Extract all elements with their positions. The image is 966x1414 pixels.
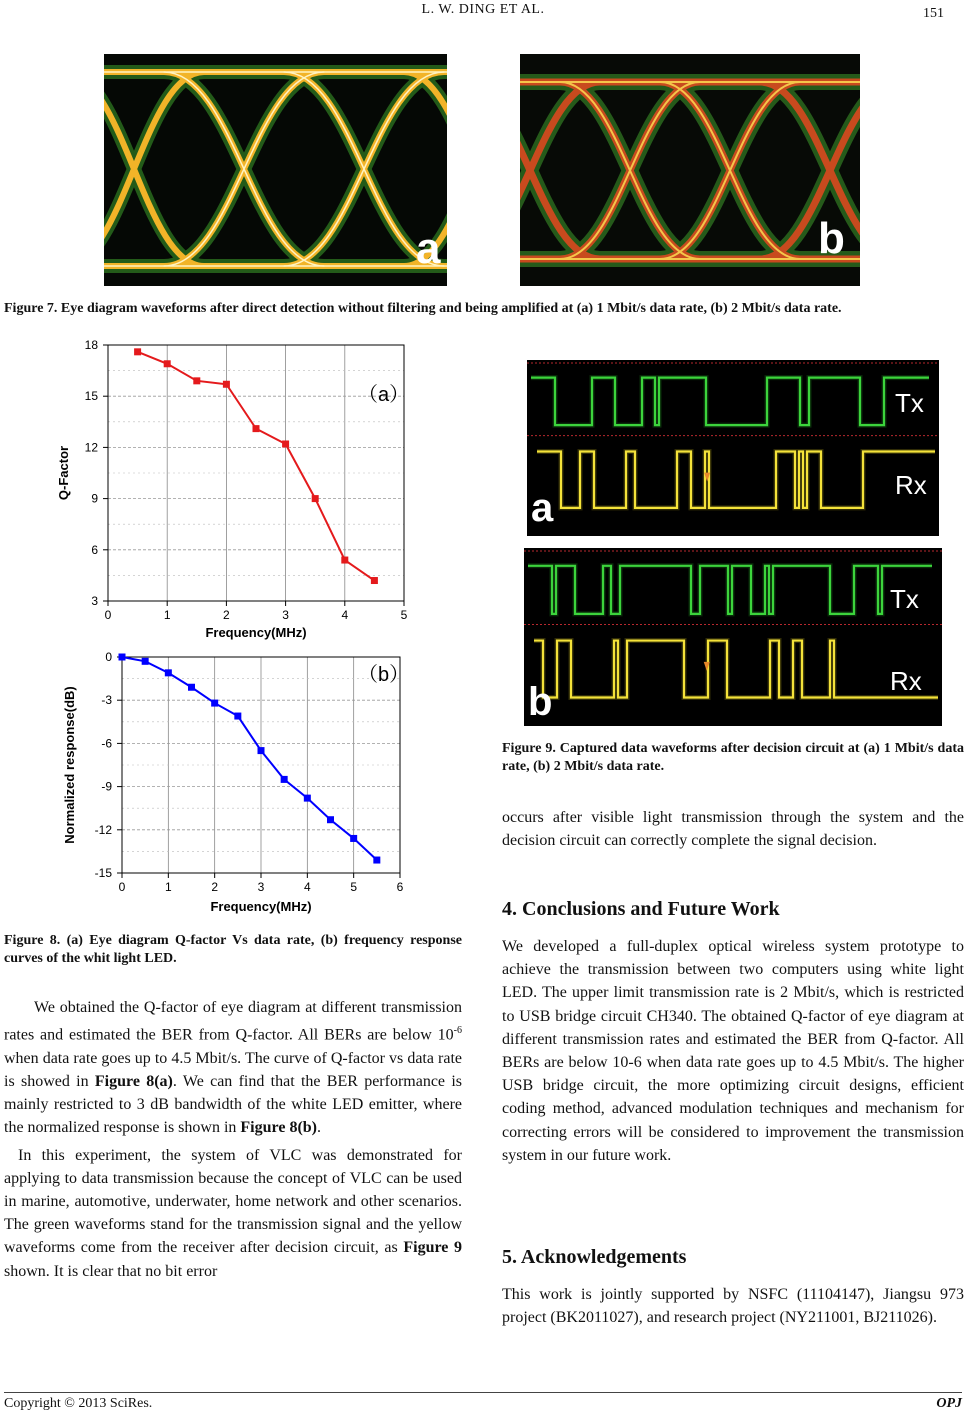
chart-a-series-line xyxy=(138,352,375,581)
section5-heading: 5. Acknowledgements xyxy=(502,1246,687,1268)
chart-b-xlabel: Frequency(MHz) xyxy=(210,899,312,914)
tx-label-b: Tx xyxy=(890,584,919,614)
chart-a-data-point xyxy=(164,360,171,367)
chart-b-grid xyxy=(122,657,400,873)
chart-b-data-point xyxy=(258,747,265,754)
section5-body: This work is jointly supported by NSFC (11104147), Jiangsu 973 project (BK2011027), and research project (NY211001, BJ211026). xyxy=(502,1286,964,1327)
panel-label-9b: b xyxy=(528,680,553,724)
chart-b-ytick-label: -15 xyxy=(94,866,112,880)
section4-body: We developed a full-duplex optical wireless system prototype to achieve the transmission between two computers using white light LED. The upper limit transmission rate is 2 Mbit/s, which is restricted to USB bridge circuit CH340. The obtained Q-factor of eye diagram at different transmission rates and estimated the BER from Q-factor. All BERs are below 10-6 when data rate goes up to 4.5 Mbit/s. The higher USB bridge circuit, the more optimizing circuit designs, efficient coding method, advanced modulation techniques and mechanism for correcting errors will be considered to improvement the transmission system in our future work. xyxy=(502,938,964,1164)
chart-a-data-point xyxy=(341,557,348,564)
chart-b-ylabel: Normalized response(dB) xyxy=(62,686,77,844)
chart-a-ytick-label: 12 xyxy=(84,440,98,455)
rx-label-b: Rx xyxy=(890,666,922,696)
chart-b-xtick-label: 6 xyxy=(396,880,404,894)
chart-b-ytick-label: 0 xyxy=(105,650,112,664)
para2-part-b: shown. It is clear that no bit error xyxy=(4,1262,218,1280)
chart-a-xtick-label: 2 xyxy=(223,608,230,622)
chart-a-data-point xyxy=(371,577,378,584)
para2-part-a: In this experiment, the system of VLC was demonstrated for applying to data transmission because the concept of VLC can be used in marine, automotive, underwater, home network and other scenarios. The green waveforms stand for the transmission signal and the yellow waveforms come from the receiver after decision circuit, as xyxy=(4,1146,462,1257)
chart-b-data-point xyxy=(119,654,126,661)
panel-label-a: a xyxy=(416,224,441,273)
chart-b-ticks xyxy=(95,650,404,894)
chart-b-xtick-label: 5 xyxy=(350,880,358,894)
panel-label-b: b xyxy=(818,214,845,263)
chart-b-data-point xyxy=(188,684,195,691)
chart-a-data-point xyxy=(253,425,260,432)
chart-a-xlabel: Frequency(MHz) xyxy=(205,625,307,640)
figure8-chart-a xyxy=(40,335,440,645)
chart-b-data-point xyxy=(327,816,334,823)
footer-rule xyxy=(4,1392,962,1393)
chart-b-panel-label: （b） xyxy=(358,664,410,686)
para1-figure-ref-8b: Figure 8(b) xyxy=(240,1119,317,1137)
chart-a-xtick-label: 5 xyxy=(400,608,408,622)
chart-b-xtick-label: 2 xyxy=(211,880,219,894)
chart-a-data-point xyxy=(134,348,141,355)
page-number: 151 xyxy=(923,6,944,21)
chart-a-xtick-label: 1 xyxy=(163,608,171,622)
running-title: L. W. DING ET AL. xyxy=(421,2,545,17)
chart-a-xtick-label: 0 xyxy=(104,608,112,622)
chart-a-data-point xyxy=(223,381,230,388)
chart-b-data-point xyxy=(304,795,311,802)
chart-b-data-point xyxy=(373,857,380,864)
para1-part-c: . We can find that the BER performance is mainly restricted to 3 dB bandwidth of the white LED emitter, where the normalized response is shown in xyxy=(4,1072,463,1137)
chart-b-ytick-label: -3 xyxy=(101,693,112,708)
chart-a-ytick-label: 9 xyxy=(91,491,98,506)
para1-figure-ref-8a: Figure 8(a) xyxy=(94,1072,173,1090)
chart-a-ytick-label: 15 xyxy=(84,389,98,404)
scope-capture-a xyxy=(527,360,939,536)
chart-a-ytick-label: 3 xyxy=(91,594,98,608)
para1-part-b: when data rate goes up to 4.5 Mbit/s. The curve of Q-factor vs data rate is showed in xyxy=(4,1049,462,1090)
para2-figure-ref-9: Figure 9 xyxy=(403,1239,462,1257)
chart-b-data-point xyxy=(281,776,288,783)
figure8-caption: Figure 8. (a) Eye diagram Q-factor Vs data rate, (b) frequency response curves of the whit light LED. xyxy=(4,933,462,966)
tx-label-a: Tx xyxy=(895,388,924,418)
footer-copyright: Copyright © 2013 SciRes. xyxy=(4,1396,153,1411)
eye-diagram-b xyxy=(520,54,860,286)
chart-b-points xyxy=(119,654,381,864)
chart-b-xtick-label: 3 xyxy=(257,880,265,894)
chart-b-xtick-label: 4 xyxy=(303,880,311,894)
chart-b-ytick-label: -9 xyxy=(101,779,112,794)
chart-b-xtick-label: 1 xyxy=(164,880,172,894)
right-continuation-text: occurs after visible light transmission through the system and the decision circuit can correctly complete the signal decision. xyxy=(502,809,964,850)
chart-b-ytick-label: -6 xyxy=(101,736,112,751)
chart-b-xtick-label: 0 xyxy=(118,880,126,894)
chart-b-data-point xyxy=(165,669,172,676)
chart-a-ytick-label: 6 xyxy=(91,542,98,557)
section4-heading: 4. Conclusions and Future Work xyxy=(502,898,780,920)
chart-b-ytick-label: -12 xyxy=(94,822,112,837)
chart-a-points xyxy=(134,348,378,584)
footer-journal: OPJ xyxy=(936,1396,962,1411)
panel-label-9a: a xyxy=(531,486,554,530)
chart-b-data-point xyxy=(350,835,357,842)
chart-b-data-point xyxy=(142,658,149,665)
chart-a-ticks xyxy=(85,338,408,622)
chart-a-data-point xyxy=(193,377,200,384)
figure8-chart-b xyxy=(40,645,440,920)
figure9-caption: Figure 9. Captured data waveforms after decision circuit at (a) 1 Mbit/s data rate, (b) 2 Mbit/s data rate. xyxy=(502,741,964,774)
para1-exponent: -6 xyxy=(453,1025,462,1037)
chart-a-data-point xyxy=(282,440,289,447)
chart-a-data-point xyxy=(312,495,319,502)
left-body-text xyxy=(4,996,462,1283)
chart-a-panel-label: （a） xyxy=(358,384,410,406)
chart-b-data-point xyxy=(211,700,218,707)
para1-part-d: . xyxy=(317,1119,321,1137)
chart-a-ylabel: Q-Factor xyxy=(56,445,71,501)
chart-a-xtick-label: 4 xyxy=(341,608,349,622)
scope-capture-b xyxy=(524,548,942,726)
figure7-caption: Figure 7. Eye diagram waveforms after direct detection without filtering and being amplified at (a) 1 Mbit/s data rate, (b) 2 Mbit/s data rate. xyxy=(4,301,842,316)
rx-label-a: Rx xyxy=(895,470,927,500)
eye-diagram-a xyxy=(104,54,447,286)
para1-part-a: We obtained the Q-factor of eye diagram at different transmission rates and estimated the BER from Q-factor. All BERs are below 10 xyxy=(4,999,462,1044)
chart-a-ytick-label: 18 xyxy=(84,338,98,352)
chart-b-data-point xyxy=(234,713,241,720)
chart-a-xtick-label: 3 xyxy=(282,608,289,622)
